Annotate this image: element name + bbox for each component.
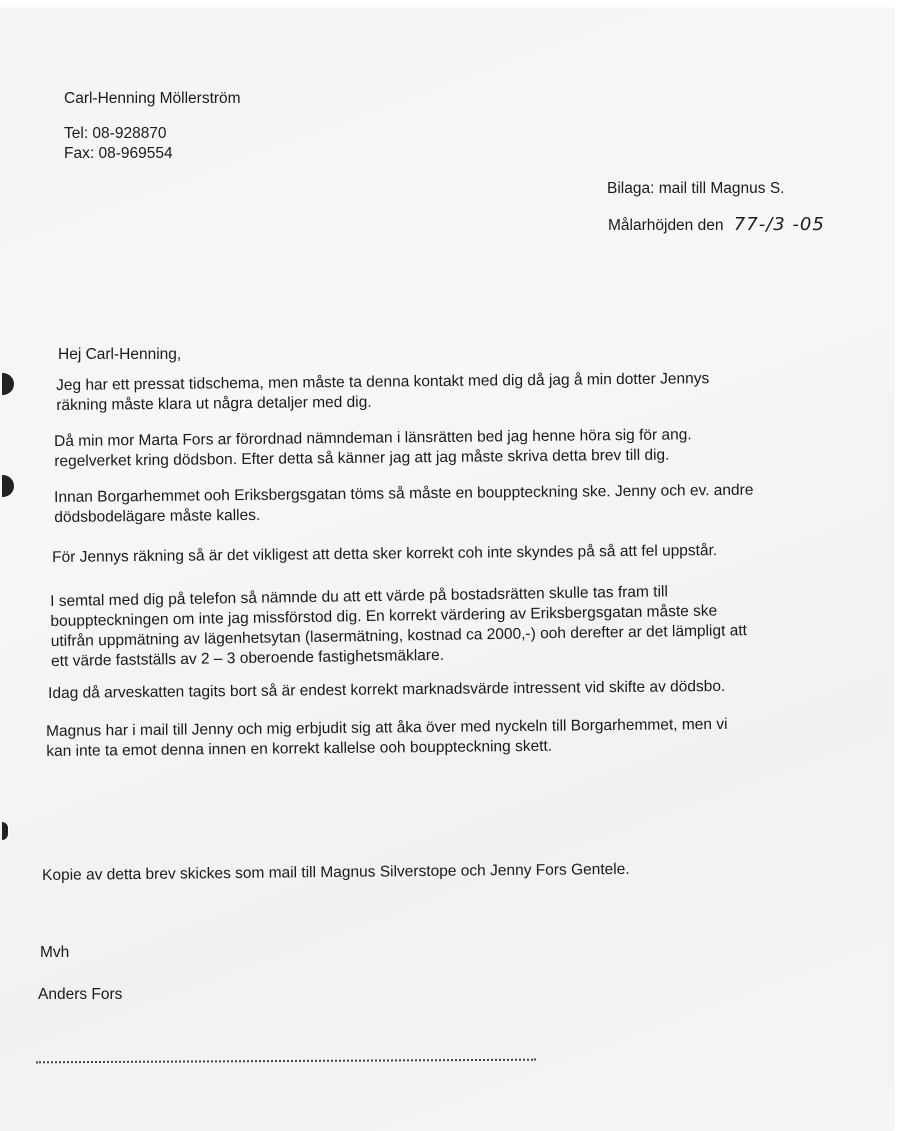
paragraph-5	[50, 581, 747, 672]
recipient-name: Carl-Henning Möllerström	[64, 90, 241, 107]
handwritten-date: 77-/3 -05	[733, 214, 825, 235]
paragraph-line: Då min mor Marta Fors ar förordnad nämndeman i länsrätten bed jag henne höra sig för ang.	[54, 426, 692, 450]
signature-line	[36, 1059, 536, 1064]
paragraph-line: ett värde fastställs av 2 – 3 oberoende fastighetsmäklare.	[50, 646, 445, 670]
paragraph-line: utifrån uppmätning av lägenhetsytan (lasermätning, kostnad ca 2000,-) ooh derefter ar det lämpligt att	[50, 622, 748, 650]
punch-hole-mark	[2, 475, 14, 497]
recipient-fax: Fax: 08-969554	[64, 145, 173, 162]
paragraph-line: Magnus har i mail till Jenny och mig erbjudit sig att åka över med nyckeln till Borgarhemmet, men vi	[46, 715, 728, 740]
paragraph-line: regelverket kring dödsbon. Efter detta så känner jag att jag måste skriva detta brev till dig.	[54, 446, 670, 470]
greeting: Hej Carl-Henning,	[58, 346, 182, 363]
paragraph-line: dödsbodelägare måste kalles.	[54, 506, 261, 526]
punch-hole-mark	[2, 822, 8, 840]
paragraph-line: I semtal med dig på telefon så nämnde du att ett värde på bostadsrätten skulle tas fram till	[50, 583, 668, 610]
paragraph-line: Kopie av detta brev skickes som mail till Magnus Silverstope och Jenny Fors Gentele.	[42, 860, 630, 884]
closing: Mvh	[40, 944, 70, 961]
attachment-note: Bilaga: mail till Magnus S.	[607, 180, 785, 197]
copy-notice	[42, 860, 630, 886]
paragraph-line: Idag då arveskatten tagits bort så är endest korrekt marknadsvärde intressent vid skifte av dödsbo.	[48, 677, 726, 702]
paragraph-7	[46, 715, 728, 762]
signer-name: Anders Fors	[38, 986, 123, 1003]
paragraph-line: räkning måste klara ut några detaljer med dig.	[56, 393, 372, 414]
paragraph-6	[48, 677, 725, 704]
paragraph-2	[54, 425, 692, 472]
paragraph-line: Jeg har ett pressat tidschema, men måste ta denna kontakt med dig då jag å min dotter Jennys	[56, 370, 710, 394]
paragraph-line: kan inte ta emot denna innen en korrekt kallelse ooh bouppteckning skett.	[46, 737, 553, 760]
punch-hole-mark	[2, 373, 14, 395]
place-label: Målarhöjden den	[608, 217, 724, 234]
place-and-date	[608, 215, 825, 236]
paragraph-4	[52, 541, 717, 568]
paragraph-1	[56, 369, 709, 416]
paragraph-line: Innan Borgarhemmet ooh Eriksbergsgatan töms så måste en bouppteckning ske. Jenny och ev. andre	[54, 481, 754, 506]
paragraph-3	[54, 481, 754, 528]
recipient-phone: Tel: 08-928870	[64, 125, 167, 142]
letter-page	[0, 8, 893, 1131]
paragraph-line: För Jennys räkning så är det vikligest att detta sker korrekt coh inte skyndes på så att fel uppstår.	[52, 542, 718, 566]
paragraph-line: bouppteckningen om inte jag missförstod dig. En korrekt värdering av Eriksbergsgatan måste ske	[50, 602, 718, 630]
